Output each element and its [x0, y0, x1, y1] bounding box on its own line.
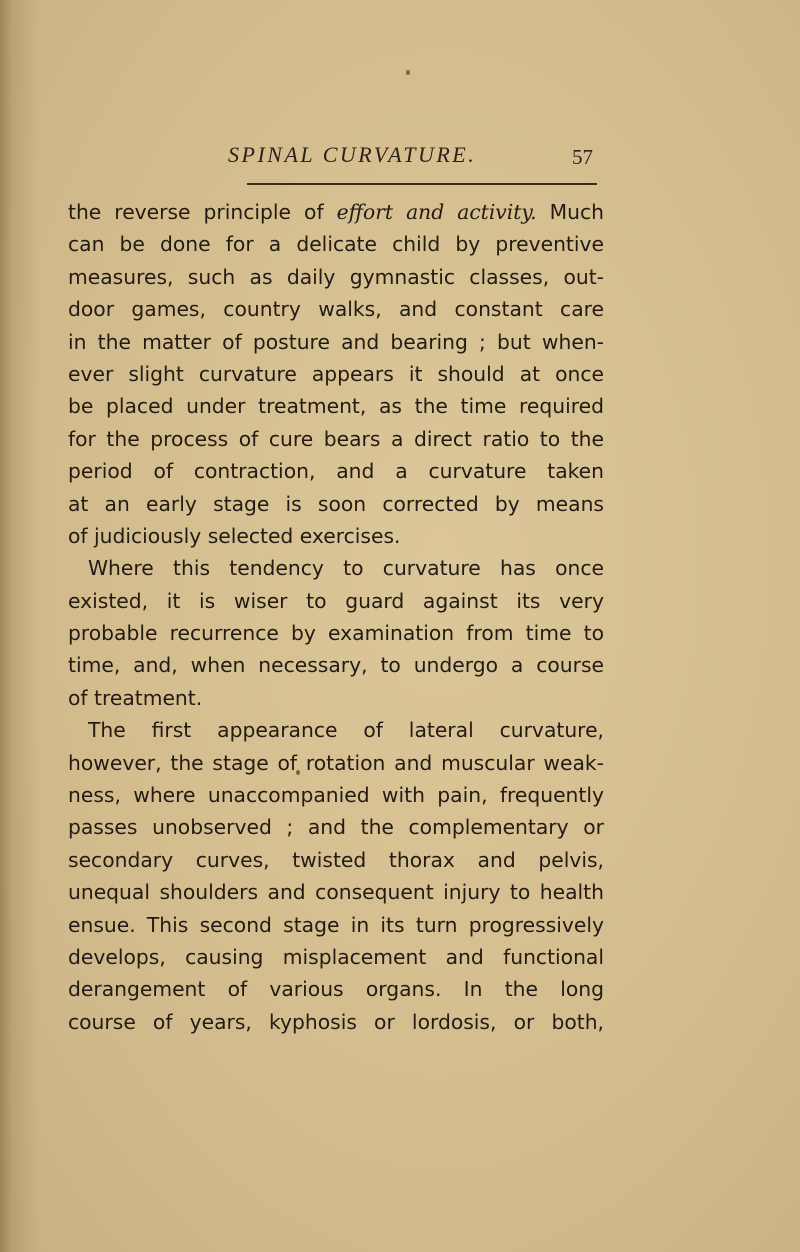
text-line: of treatment. [68, 685, 203, 710]
text-line: passes unobserved ; and the complementary or [68, 815, 604, 840]
text-line: course of years, kyphosis or lordosis, or both, [68, 1009, 604, 1034]
text-line: The first appearance of lateral curvature, [88, 718, 604, 743]
text-line: period of contraction, and a curvature taken [68, 459, 604, 484]
text-line: however, the stage of rotation and muscular weak- [68, 750, 604, 775]
running-head-title: SPINAL CURVATURE. [228, 142, 477, 167]
text-line: unequal shoulders and consequent injury to health [68, 880, 604, 905]
page-number: 57 [572, 145, 593, 169]
text-line [68, 196, 604, 228]
text-line: ensue. This second stage in its turn progressively [68, 912, 604, 937]
text-line: secondary curves, twisted thorax and pelvis, [68, 847, 604, 872]
text-line: ever slight curvature appears it should at once [68, 361, 604, 386]
paragraph-2 [68, 552, 604, 714]
text-line: existed, it is wiser to guard against its very [68, 588, 604, 613]
text-line: can be done for a delicate child by preventive [68, 232, 604, 257]
text-span: the reverse principle of [68, 200, 337, 224]
text-line: for the process of cure bears a direct ratio to the [68, 426, 604, 451]
text-line: be placed under treatment, as the time required [68, 394, 604, 419]
running-head [0, 142, 800, 172]
text-line: time, and, when necessary, to undergo a course [68, 653, 604, 678]
text-line: in the matter of posture and bearing ; but when- [68, 329, 604, 354]
text-line: derangement of various organs. In the long [68, 977, 604, 1002]
text-line: Where this tendency to curvature has once [88, 556, 604, 581]
text-line: at an early stage is soon corrected by means [68, 491, 604, 516]
header-rule [247, 183, 597, 185]
paragraph-3 [68, 714, 604, 1038]
text-line: door games, country walks, and constant care [68, 297, 604, 322]
paragraph-1 [68, 196, 604, 552]
text-line: probable recurrence by examination from time to [68, 621, 604, 646]
body-text [68, 196, 604, 1038]
text-line: develops, causing misplacement and functional [68, 944, 604, 969]
text-line: ness, where unaccompanied with pain, frequently [68, 783, 604, 808]
text-line: measures, such as daily gymnastic classes, out- [68, 264, 604, 289]
text-span: Much [536, 200, 605, 224]
ink-speck [406, 70, 410, 75]
emphasis-text: effort and activity. [336, 200, 537, 224]
text-line: of judiciously selected exercises. [68, 523, 401, 548]
